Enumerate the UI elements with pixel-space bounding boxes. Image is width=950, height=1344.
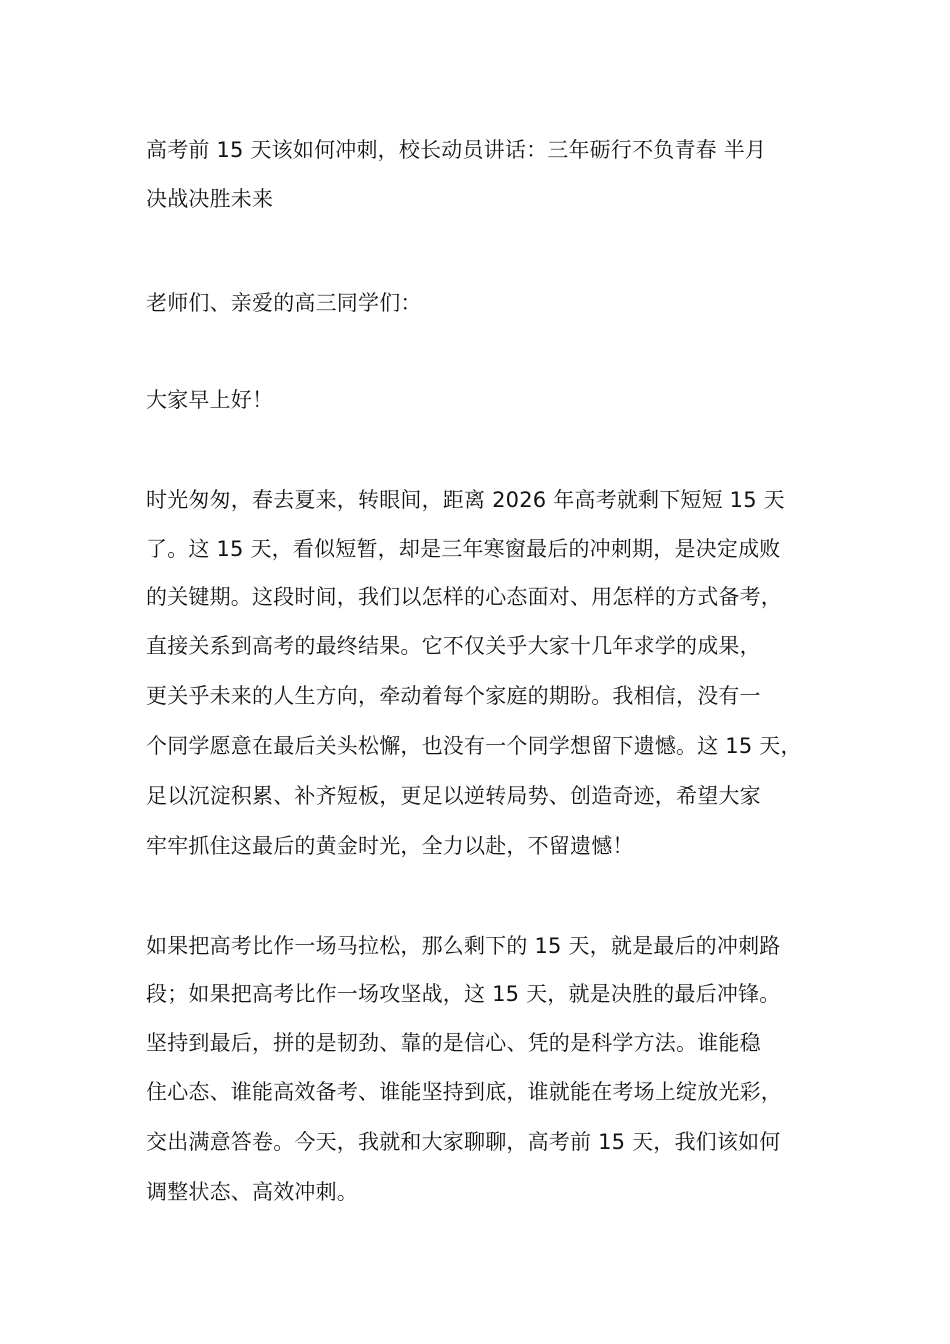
- paragraph2-line: 段；如果把高考比作一场攻坚战，这 15 天，就是决胜的最后冲锋。: [146, 982, 781, 1006]
- paragraph1-line: 的关键期。这段时间，我们以怎样的心态面对、用怎样的方式备考，: [146, 585, 782, 609]
- paragraph2-line: 调整状态、高效冲刺。: [146, 1180, 358, 1204]
- paragraph2-line: 住心态、谁能高效备考、谁能坚持到底，谁就能在考场上绽放光彩，: [146, 1080, 782, 1104]
- paragraph1-line: 了。这 15 天，看似短暂，却是三年寒窗最后的冲刺期，是决定成败: [146, 537, 781, 561]
- paragraph1-line: 直接关系到高考的最终结果。它不仅关乎大家十几年求学的成果，: [146, 634, 761, 658]
- paragraph1-line: 时光匆匆，春去夏来，转眼间，距离 2026 年高考就剩下短短 15 天: [146, 488, 785, 512]
- paragraph2-line: 如果把高考比作一场马拉松，那么剩下的 15 天，就是最后的冲刺路: [146, 934, 781, 958]
- title-line-1: 高考前 15 天该如何冲刺，校长动员讲话：三年砺行不负青春 半月: [146, 138, 767, 162]
- paragraph1-line: 牢牢抓住这最后的黄金时光，全力以赴，不留遗憾！: [146, 834, 634, 858]
- greeting: 大家早上好！: [146, 388, 274, 412]
- paragraph2-line: 坚持到最后，拼的是韧劲、靠的是信心、凭的是科学方法。谁能稳: [146, 1031, 761, 1055]
- paragraph1-line: 个同学愿意在最后关头松懈，也没有一个同学想留下遗憾。这 15 天，: [146, 734, 802, 758]
- paragraph1-line: 更关乎未来的人生方向，牵动着每个家庭的期盼。我相信，没有一: [146, 684, 761, 708]
- paragraph1-line: 足以沉淀积累、补齐短板，更足以逆转局势、创造奇迹，希望大家: [146, 784, 761, 808]
- paragraph2-line: 交出满意答卷。今天，我就和大家聊聊，高考前 15 天，我们该如何: [146, 1130, 781, 1154]
- salutation: 老师们、亲爱的高三同学们：: [146, 291, 422, 315]
- title-line-2: 决战决胜未来: [146, 187, 274, 211]
